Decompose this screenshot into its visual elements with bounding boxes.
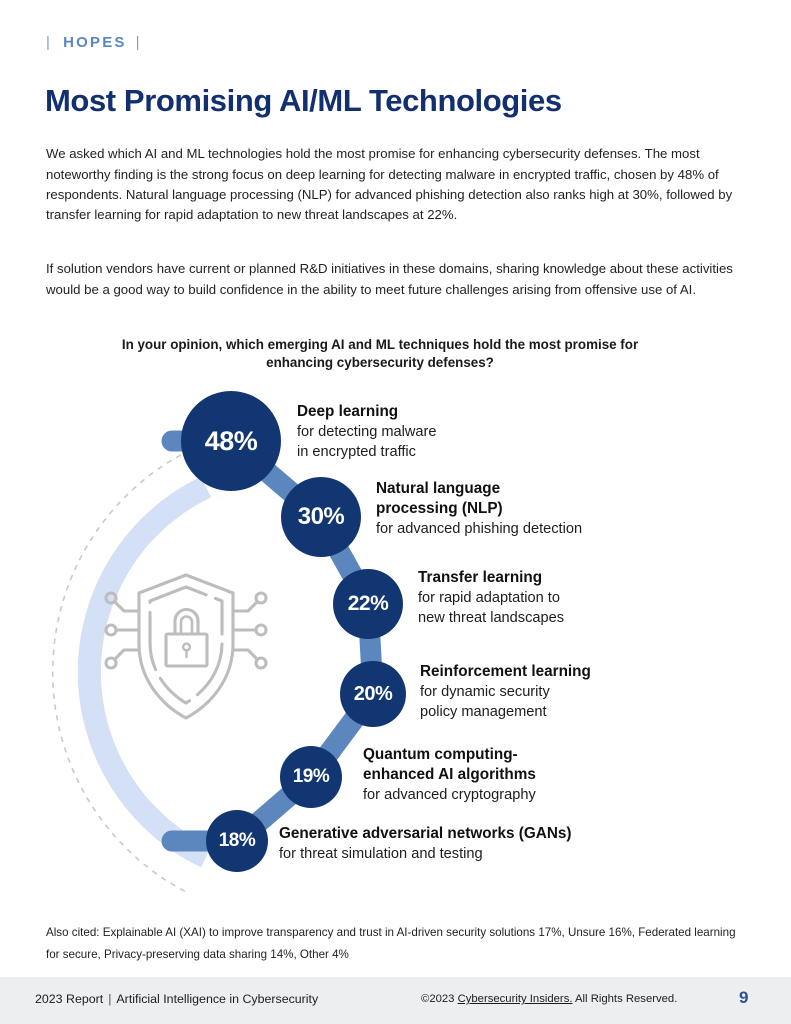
label-headline-1: Natural language [376, 480, 501, 497]
label-headline-5: Generative adversarial networks (GANs) [279, 825, 572, 842]
footer-separator: | [108, 992, 112, 1006]
label-sub-5a: for threat simulation and testing [279, 846, 483, 862]
eyebrow-bar-left: | [46, 34, 53, 51]
page-footer [0, 977, 791, 1024]
intro-paragraph-1: We asked which AI and ML technologies hold the most promise for enhancing cybersecurity defenses. The most noteworthy finding is the strong focus on deep learning for detecting malware in encrypted traffic, chosen by 48% of respondents. Natural language processing (NLP) for advanced phishing detection also ranks high at 30%, followed by transfer learning for rapid adaptation to new threat landscapes at 22%. [46, 146, 733, 223]
bubble-value-2: 22% [347, 592, 389, 615]
chart-container [0, 322, 791, 892]
footer-report-line [35, 992, 318, 1006]
label-headline-2: Transfer learning [418, 569, 543, 586]
label-sub-2b: new threat landscapes [418, 610, 565, 626]
label-headline-1b: processing (NLP) [376, 500, 503, 517]
footer-report: 2023 Report [35, 992, 104, 1006]
label-quantum-computing [363, 745, 536, 805]
eyebrow-bar-right: | [135, 34, 142, 51]
bubble-18[interactable] [206, 810, 268, 872]
label-headline-4: Quantum computing- [363, 746, 518, 763]
intro-paragraph-2: If solution vendors have current or planned R&D initiatives in these domains, sharing knowledge about these activities would be a good way to build confidence in the ability to meet future challenges arising from offensive use of AI. [46, 261, 733, 297]
label-sub-1a: for advanced phishing detection [376, 521, 583, 537]
bubble-22[interactable] [333, 569, 403, 639]
label-sub-3a: for dynamic security [420, 684, 550, 700]
bubble-value-4: 19% [292, 766, 330, 787]
bubble-value-0: 48% [204, 425, 258, 456]
bubble-value-3: 20% [353, 682, 393, 705]
label-sub-3b: policy management [420, 704, 547, 720]
bubble-value-1: 30% [297, 503, 345, 530]
shield-lock-icon [106, 575, 266, 718]
bubble-20[interactable] [340, 661, 406, 727]
eyebrow-label: HOPES [63, 34, 127, 51]
label-deep-learning [297, 402, 437, 462]
footer-copyright-post: All Rights Reserved. [572, 993, 678, 1005]
section-eyebrow [46, 34, 151, 51]
footer-subject: Artificial Intelligence in Cybersecurity [116, 992, 319, 1006]
footer-copyright-link[interactable]: Cybersecurity Insiders. [457, 993, 573, 1005]
label-headline-3: Reinforcement learning [420, 663, 591, 680]
bubble-30[interactable] [281, 477, 361, 557]
also-cited-note: Also cited: Explainable AI (XAI) to improve transparency and trust in AI-driven security solutions 17%, Unsure 16%, Federated learning for secure, Privacy-preserving data sharing 14%, Other 4% [46, 925, 736, 961]
label-nlp [376, 479, 582, 539]
page-title: Most Promising AI/ML Technologies [45, 82, 562, 118]
label-headline-4b: enhanced AI algorithms [363, 766, 536, 783]
bubble-value-5: 18% [218, 830, 256, 851]
footer-copyright-pre: ©2023 [421, 993, 458, 1005]
label-sub-4a: for advanced cryptography [363, 787, 536, 803]
label-gans [279, 824, 571, 864]
label-sub-0a: for detecting malware [297, 424, 437, 440]
label-sub-0b: in encrypted traffic [297, 444, 416, 460]
label-reinforcement-learning [420, 662, 591, 722]
label-transfer-learning [418, 568, 564, 628]
bubble-19[interactable] [280, 746, 342, 808]
label-headline-0: Deep learning [297, 403, 399, 420]
footer-page-number: 9 [739, 988, 749, 1007]
bubble-48[interactable] [181, 391, 281, 491]
label-sub-2a: for rapid adaptation to [418, 590, 560, 606]
footer-copyright [421, 993, 677, 1005]
chart-question: In your opinion, which emerging AI and ML techniques hold the most promise for enhancing cybersecurity defenses? [121, 337, 639, 370]
decorative-arc-light [89, 487, 206, 857]
